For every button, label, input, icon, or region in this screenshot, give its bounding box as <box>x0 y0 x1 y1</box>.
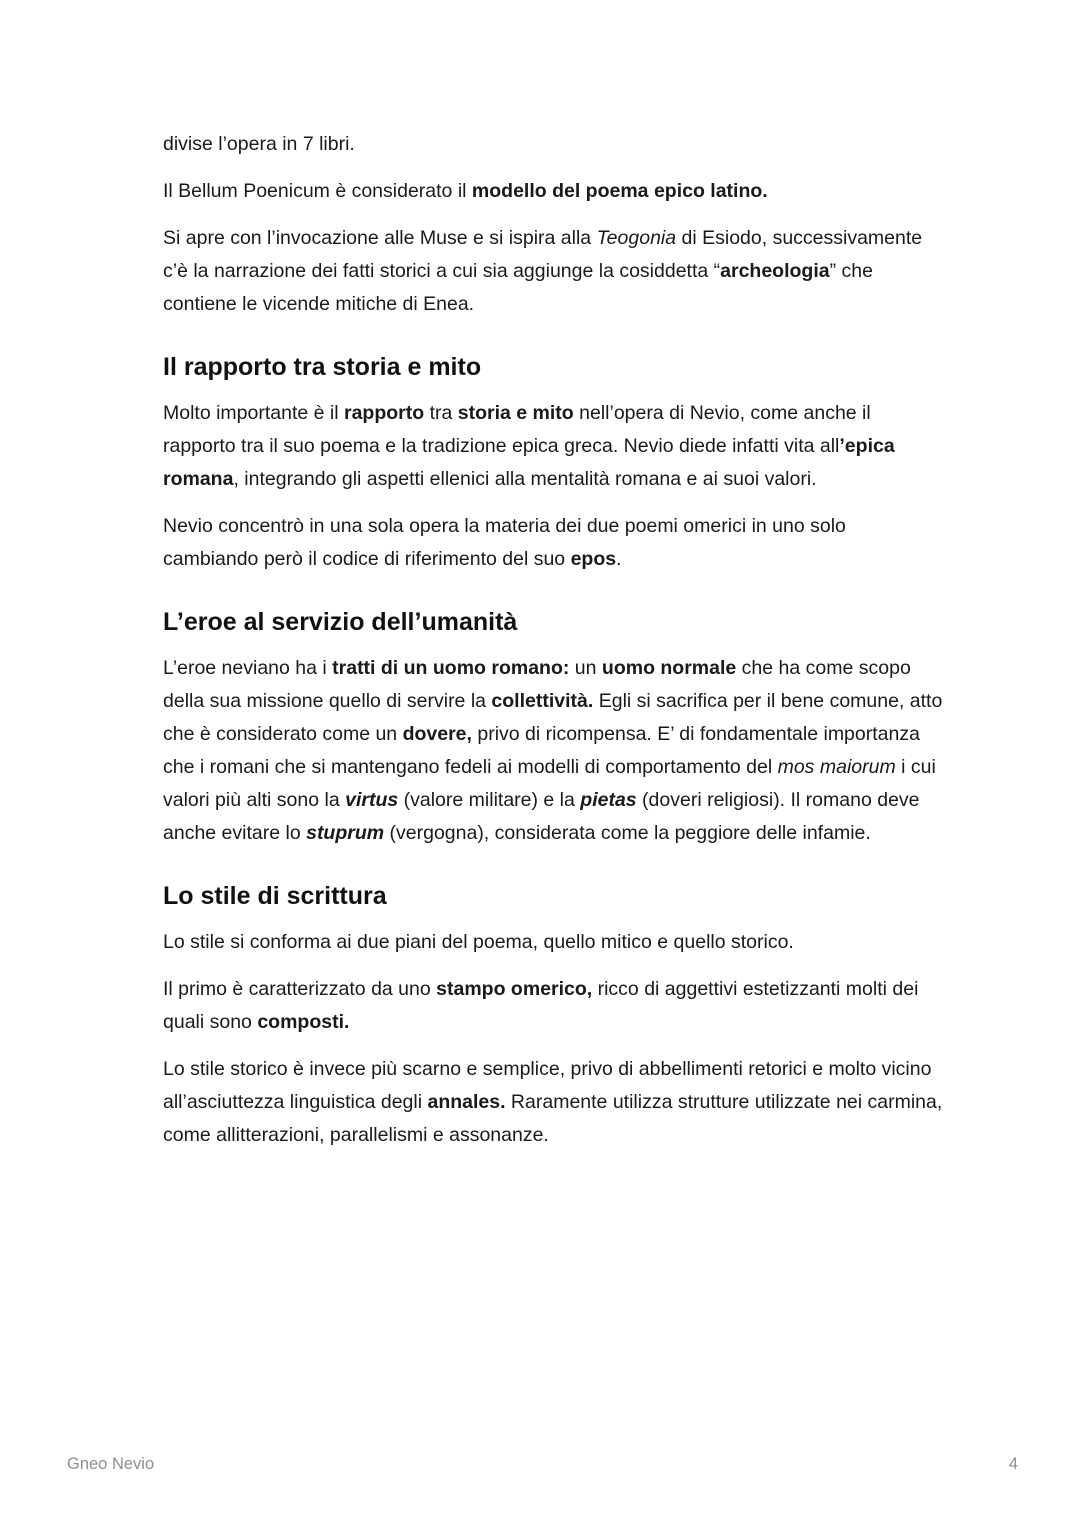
text-run: (vergogna), considerata come la peggiore delle infamie. <box>384 822 871 844</box>
text-run: stampo omerico, <box>436 978 593 1000</box>
section-heading: L’eroe al servizio dell’umanità <box>163 608 518 636</box>
paragraph <box>163 128 943 161</box>
text-run: composti. <box>257 1011 350 1033</box>
text-run: nell’opera di Nevio, come anche il rapporto tra il suo poema e la tradizione epica greca. Nevio diede infatti vita all <box>163 402 871 457</box>
text-run: . <box>616 548 622 570</box>
paragraph <box>163 973 943 1039</box>
text-run: Egli si sacrifica per il bene comune, atto che è considerato come un <box>163 690 943 745</box>
footer-page-number: 4 <box>1008 1455 1018 1473</box>
text-run: virtus <box>345 789 399 811</box>
text-run: pietas <box>580 789 637 811</box>
paragraph <box>163 175 943 208</box>
text-run: (valore militare) e la <box>398 789 581 811</box>
page-footer <box>67 1455 1018 1474</box>
text-run: Lo stile si conforma ai due piani del poema, quello mitico e quello storico. <box>163 931 794 953</box>
section-heading: Lo stile di scrittura <box>163 882 387 910</box>
text-run: Il primo è caratterizzato da uno <box>163 978 437 1000</box>
text-run: tra <box>424 402 458 424</box>
text-run: privo di ricompensa. E’ di fondamentale importanza che i romani che si mantengano fedeli ai modelli di comportamento del <box>163 723 920 778</box>
text-run: stuprum <box>306 822 385 844</box>
text-run: ” che contiene le vicende mitiche di Enea. <box>163 260 873 315</box>
text-run: tratti di un uomo romano: <box>332 657 570 679</box>
document-content <box>163 128 943 1166</box>
text-run: ricco di aggettivi estetizzanti molti dei quali sono <box>163 978 919 1033</box>
text-run: divise l’opera in 7 libri. <box>163 133 355 155</box>
text-run: rapporto <box>344 402 425 424</box>
text-run: dovere, <box>402 723 472 745</box>
text-run: archeologia <box>720 260 830 282</box>
text-run: L’eroe neviano ha i <box>163 657 333 679</box>
text-run: epos <box>570 548 617 570</box>
paragraph <box>163 222 943 321</box>
text-run: annales. <box>427 1091 506 1113</box>
text-run: Lo stile storico è invece più scarno e semplice, privo di abbellimenti retorici e molto vicino all’asciuttezza linguistica degli <box>163 1058 932 1113</box>
paragraph <box>163 1053 943 1152</box>
text-run: collettività. <box>491 690 594 712</box>
text-run: di Esiodo, successivamente c’è la narrazione dei fatti storici a cui sia aggiunge la cosiddetta “ <box>163 227 923 282</box>
text-run: Molto importante è il <box>163 402 344 424</box>
text-run: Nevio concentrò in una sola opera la materia dei due poemi omerici in uno solo cambiando però il codice di riferimento del suo <box>163 515 846 570</box>
text-run: i cui valori più alti sono la <box>163 756 936 811</box>
text-run: Teogonia <box>596 227 677 249</box>
paragraph <box>163 397 943 496</box>
text-run: che ha come scopo della sua missione quello di servire la <box>163 657 911 712</box>
footer-document-title: Gneo Nevio <box>67 1455 155 1473</box>
text-run: mos maiorum <box>777 756 896 778</box>
text-run: (doveri religiosi). Il romano deve anche evitare lo <box>163 789 920 844</box>
paragraph <box>163 652 943 850</box>
text-run: un <box>569 657 602 679</box>
text-run: ’epica romana <box>163 435 895 490</box>
paragraph <box>163 926 943 959</box>
text-run: Si apre con l’invocazione alle Muse e si ispira alla <box>163 227 597 249</box>
text-run: , integrando gli aspetti ellenici alla mentalità romana e ai suoi valori. <box>233 468 817 490</box>
text-run: uomo normale <box>601 657 737 679</box>
text-run: Il Bellum Poenicum è considerato il <box>163 180 472 202</box>
text-run: modello del poema epico latino. <box>471 180 768 202</box>
text-run: storia e mito <box>457 402 574 424</box>
section-heading: Il rapporto tra storia e mito <box>163 353 482 381</box>
text-run: Raramente utilizza strutture utilizzate nei carmina, come allitterazioni, parallelismi e assonanze. <box>163 1091 943 1146</box>
paragraph <box>163 510 943 576</box>
